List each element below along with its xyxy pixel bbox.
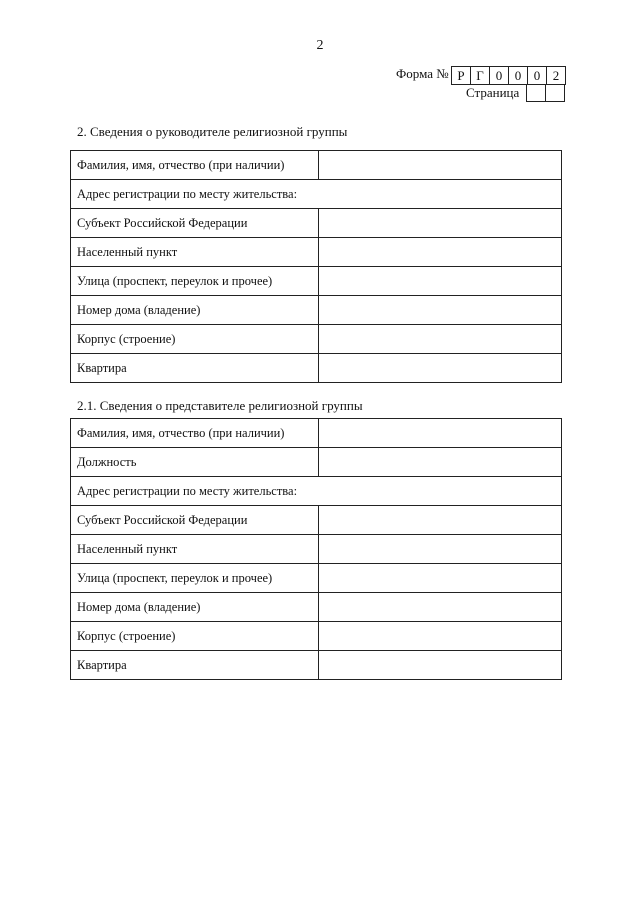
table-row [71,151,562,180]
field-label: Корпус (строение) [71,622,319,651]
table-row [71,535,562,564]
page-boxes [527,84,565,102]
form-code-cell: 0 [527,66,547,85]
table-row [71,296,562,325]
form-code-boxes [452,66,566,85]
form-code-cell: Р [451,66,471,85]
field-label: Населенный пункт [71,238,319,267]
form-code-cell: 0 [489,66,509,85]
section-title-leader: 2. Сведения о руководителе религиозной группы [77,124,348,139]
table-row [71,477,562,506]
field-label: Должность [71,448,319,477]
field-label: Субъект Российской Федерации [71,506,319,535]
field-value[interactable] [319,506,562,535]
table-row [71,238,562,267]
form-code-cell: 0 [508,66,528,85]
table-row [71,506,562,535]
form-code-cell: 2 [546,66,566,85]
field-label: Фамилия, имя, отчество (при наличии) [71,419,319,448]
page-label: Страница [466,85,520,100]
field-value[interactable] [319,325,562,354]
table-row [71,180,562,209]
field-label: Адрес регистрации по месту жительства: [71,180,562,209]
field-label: Субъект Российской Федерации [71,209,319,238]
field-value[interactable] [319,622,562,651]
field-label: Корпус (строение) [71,325,319,354]
form-number-label: Форма № [396,66,449,81]
page-number: 2 [316,38,324,53]
field-value[interactable] [319,535,562,564]
field-value[interactable] [319,238,562,267]
field-value[interactable] [319,267,562,296]
section-title-representative: 2.1. Сведения о представителе религиозной группы [77,398,363,413]
page-box[interactable] [545,84,565,102]
field-value[interactable] [319,151,562,180]
field-value[interactable] [319,296,562,325]
table-row [71,593,562,622]
field-label: Номер дома (владение) [71,296,319,325]
field-value[interactable] [319,593,562,622]
field-label: Квартира [71,651,319,680]
table-row [71,354,562,383]
field-label: Адрес регистрации по месту жительства: [71,477,562,506]
field-value[interactable] [319,448,562,477]
field-label: Номер дома (владение) [71,593,319,622]
leader-table [70,150,562,383]
field-label: Населенный пункт [71,535,319,564]
field-value[interactable] [319,419,562,448]
field-label: Улица (проспект, переулок и прочее) [71,267,319,296]
page-box[interactable] [526,84,546,102]
table-row [71,209,562,238]
field-value[interactable] [319,564,562,593]
table-row [71,325,562,354]
table-row [71,622,562,651]
form-code-cell: Г [470,66,490,85]
table-row [71,267,562,296]
table-row [71,564,562,593]
field-value[interactable] [319,209,562,238]
table-row [71,419,562,448]
field-label: Фамилия, имя, отчество (при наличии) [71,151,319,180]
field-value[interactable] [319,651,562,680]
table-row [71,448,562,477]
table-row [71,651,562,680]
representative-table [70,418,562,680]
field-label: Улица (проспект, переулок и прочее) [71,564,319,593]
field-value[interactable] [319,354,562,383]
field-label: Квартира [71,354,319,383]
